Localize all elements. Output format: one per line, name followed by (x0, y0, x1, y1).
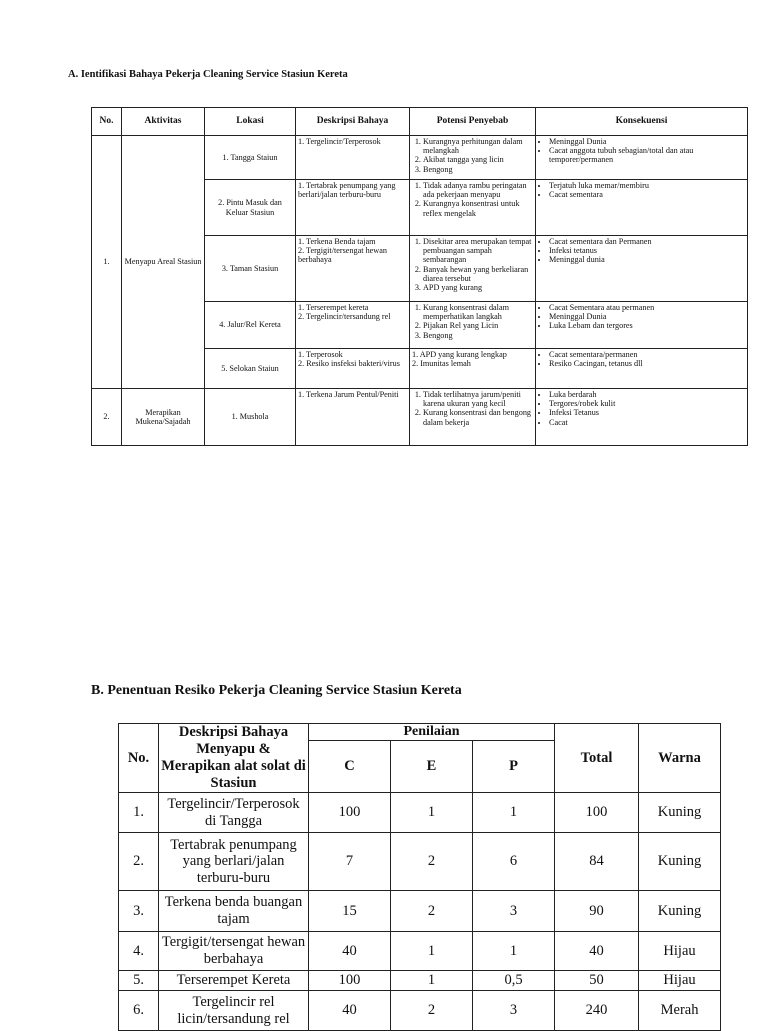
consequences-cell (536, 349, 748, 389)
consequences-cell (536, 180, 748, 236)
consequence-item: • Meninggal Dunia (549, 312, 745, 321)
c-cell: 15 (309, 891, 391, 932)
cause-item: 2. Akibat tangga yang licin (423, 155, 533, 164)
consequences-cell (536, 136, 748, 180)
description-item: 1. Terperosok (298, 350, 343, 359)
table-row (92, 136, 748, 180)
consequence-item: • Luka berdarah (549, 390, 745, 399)
section-a-heading: A. Ientifikasi Bahaya Pekerja Cleaning Service Stasiun Kereta (68, 69, 348, 80)
row-no: 4. (119, 932, 159, 971)
c-cell: 40 (309, 991, 391, 1031)
table-row (119, 971, 721, 991)
description-item: 1. Terkena Benda tajam (298, 237, 376, 246)
hazard-identification-table (91, 107, 748, 446)
table-row (92, 389, 748, 446)
description-cell: Tertabrak penumpang yang berlari/jalan terburu-buru (159, 833, 309, 891)
cause-item: 1. Tidak adanya rambu peringatan ada pekerjaan menyapu (423, 181, 533, 199)
cause-item: 3. APD yang kurang (423, 283, 533, 292)
consequence-item: • Cacat sementara dan Permanen (549, 237, 745, 246)
cause-item: 3. Bengong (423, 331, 533, 340)
header-p: P (473, 741, 555, 793)
description-item: 2. Tergelincir/tersandung rel (298, 312, 391, 322)
total-cell: 240 (555, 991, 639, 1031)
causes-cell (410, 349, 536, 389)
consequence-item: • Cacat anggota tubuh sebagian/total dan atau temporer/permanen (549, 146, 745, 164)
cause-item: 1. Tidak terlihatnya jarum/peniti karena ukuran yang kecil (423, 390, 533, 408)
consequence-item: • Tergores/robek kulit (549, 399, 745, 408)
table-header-row (92, 108, 748, 136)
header-activity: Aktivitas (122, 108, 205, 136)
consequences-cell (536, 389, 748, 446)
section-b-heading: B. Penentuan Resiko Pekerja Cleaning Service Stasiun Kereta (91, 683, 462, 698)
cause-item: 2. Banyak hewan yang berkeliaran diarea tersebut (423, 265, 533, 283)
color-cell: Hijau (639, 932, 721, 971)
activity-cell: Merapikan Mukena/Sajadah (122, 389, 205, 446)
description-cell (296, 236, 410, 302)
row-no: 2. (119, 833, 159, 891)
consequence-item: • Cacat (549, 418, 745, 427)
header-color: Warna (639, 724, 721, 793)
table-row (119, 891, 721, 932)
location-cell: 1. Mushola (205, 389, 296, 446)
consequence-item: • Resiko Cacingan, tetanus dll (549, 359, 745, 368)
description-cell (296, 302, 410, 349)
description-cell: Tergelincir rel licin/tersandung rel (159, 991, 309, 1031)
c-cell: 100 (309, 971, 391, 991)
row-no: 5. (119, 971, 159, 991)
description-cell: Tergigit/tersengat hewan berbahaya (159, 932, 309, 971)
consequence-item: • Meninggal dunia (549, 255, 745, 264)
p-cell: 1 (473, 793, 555, 833)
activity-cell: Menyapu Areal Stasiun (122, 136, 205, 389)
color-cell: Kuning (639, 793, 721, 833)
p-cell: 1 (473, 932, 555, 971)
risk-assessment-table (118, 723, 721, 1031)
row-no: 1. (92, 136, 122, 389)
p-cell: 0,5 (473, 971, 555, 991)
e-cell: 2 (391, 833, 473, 891)
description-item: 1. Tertabrak penumpang yang berlari/jalan terburu-buru (298, 181, 396, 200)
header-assessment: Penilaian (309, 724, 555, 741)
location-cell: 1. Tangga Staiun (205, 136, 296, 180)
table-row (119, 991, 721, 1031)
total-cell: 90 (555, 891, 639, 932)
cause-item: 1. Disekitar area merupakan tempat pembuangan sampah sembarangan (423, 237, 533, 265)
p-cell: 3 (473, 891, 555, 932)
c-cell: 7 (309, 833, 391, 891)
consequence-item: • Meninggal Dunia (549, 137, 745, 146)
cause-item: 2. Kurang konsentrasi dan bengong dalam bekerja (423, 408, 533, 426)
row-no: 6. (119, 991, 159, 1031)
header-total: Total (555, 724, 639, 793)
table-row (119, 932, 721, 971)
total-cell: 84 (555, 833, 639, 891)
c-cell: 40 (309, 932, 391, 971)
cause-item: 1. APD yang kurang lengkap (412, 350, 507, 359)
p-cell: 3 (473, 991, 555, 1031)
total-cell: 100 (555, 793, 639, 833)
c-cell: 100 (309, 793, 391, 833)
consequence-item: • Infeksi tetanus (549, 246, 745, 255)
color-cell: Hijau (639, 971, 721, 991)
causes-cell (410, 136, 536, 180)
header-no: No. (119, 724, 159, 793)
description-cell (296, 349, 410, 389)
description-cell: Tergelincir/Terperosok di Tangga (159, 793, 309, 833)
total-cell: 40 (555, 932, 639, 971)
color-cell: Merah (639, 991, 721, 1031)
causes-cell (410, 302, 536, 349)
table-row (119, 833, 721, 891)
row-no: 2. (92, 389, 122, 446)
header-causes: Potensi Penyebab (410, 108, 536, 136)
description-item: 1. Terserempet kereta (298, 303, 369, 312)
description-cell (296, 180, 410, 236)
description-item: 2. Tergigit/tersengat hewan berbahaya (298, 246, 387, 265)
header-description: Deskripsi Bahaya Menyapu & Merapikan alat solat di Stasiun (159, 724, 309, 793)
description-cell (296, 136, 410, 180)
consequences-cell (536, 236, 748, 302)
location-cell: 5. Selokan Staiun (205, 349, 296, 389)
description-cell (296, 389, 410, 446)
header-location: Lokasi (205, 108, 296, 136)
description-item: 1. Terkena Jarum Pentul/Peniti (298, 390, 399, 399)
cause-item: 2. Kurangnya konsentrasi untuk reflex mengelak (423, 199, 533, 217)
e-cell: 1 (391, 971, 473, 991)
header-c: C (309, 741, 391, 793)
cause-item: 3. Bengong (423, 165, 533, 174)
header-no: No. (92, 108, 122, 136)
consequences-cell (536, 302, 748, 349)
causes-cell (410, 236, 536, 302)
color-cell: Kuning (639, 833, 721, 891)
header-e: E (391, 741, 473, 793)
consequence-item: • Terjatuh luka memar/membiru (549, 181, 745, 190)
consequence-item: • Cacat sementara/permanen (549, 350, 745, 359)
cause-item: 1. Kurang konsentrasi dalam memperhatikan langkah (423, 303, 533, 321)
row-no: 1. (119, 793, 159, 833)
color-cell: Kuning (639, 891, 721, 932)
description-item: 1. Tergelincir/Terperosok (298, 137, 381, 146)
location-cell: 4. Jalur/Rel Kereta (205, 302, 296, 349)
cause-item: 1. Kurangnya perhitungan dalam melangkah (423, 137, 533, 155)
e-cell: 1 (391, 932, 473, 971)
description-item: 2. Resiko insfeksi bakteri/virus (298, 359, 400, 369)
description-cell: Terserempet Kereta (159, 971, 309, 991)
consequence-item: • Cacat sementara (549, 190, 745, 199)
table-header-row (119, 724, 721, 741)
consequence-item: • Cacat Sementara atau permanen (549, 303, 745, 312)
description-cell: Terkena benda buangan tajam (159, 891, 309, 932)
e-cell: 2 (391, 991, 473, 1031)
total-cell: 50 (555, 971, 639, 991)
causes-cell (410, 389, 536, 446)
cause-item: 2. Pijakan Rel yang Licin (423, 321, 533, 330)
row-no: 3. (119, 891, 159, 932)
location-cell: 3. Taman Stasiun (205, 236, 296, 302)
consequence-item: • Luka Lebam dan tergores (549, 321, 745, 330)
consequence-item: • Infeksi Tetanus (549, 408, 745, 417)
causes-cell (410, 180, 536, 236)
e-cell: 2 (391, 891, 473, 932)
e-cell: 1 (391, 793, 473, 833)
header-description: Deskripsi Bahaya (296, 108, 410, 136)
cause-item: 2. Imunitas lemah (412, 359, 471, 369)
header-consequences: Konsekuensi (536, 108, 748, 136)
table-row (119, 793, 721, 833)
p-cell: 6 (473, 833, 555, 891)
location-cell: 2. Pintu Masuk dan Keluar Stasiun (205, 180, 296, 236)
